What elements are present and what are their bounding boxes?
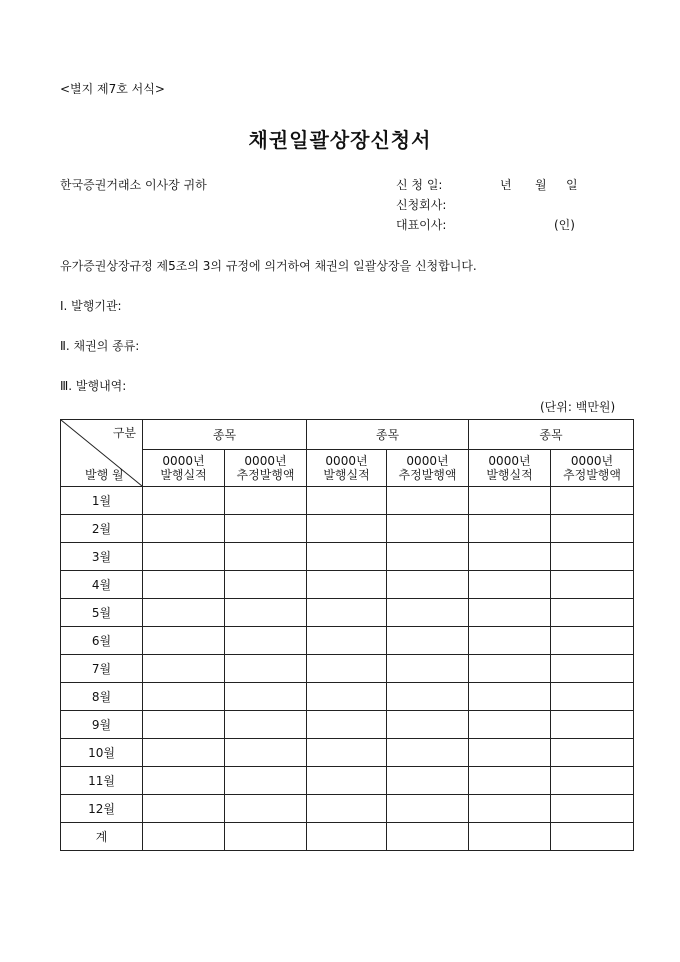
entry-cell[interactable] (387, 767, 469, 795)
row-month-label: 10월 (61, 739, 143, 767)
entry-cell[interactable] (387, 543, 469, 571)
table-row (61, 599, 634, 627)
stock-group-header-3: 종목 (469, 420, 634, 450)
section-issuance: Ⅲ. 발행내역: (60, 379, 127, 393)
row-month-label: 8월 (61, 683, 143, 711)
table-corner-header (61, 420, 143, 487)
entry-cell[interactable] (307, 543, 387, 571)
entry-cell[interactable] (143, 543, 225, 571)
entry-cell[interactable] (307, 627, 387, 655)
entry-cell[interactable] (387, 487, 469, 515)
entry-cell[interactable] (307, 683, 387, 711)
entry-cell[interactable] (225, 599, 307, 627)
subheader-actual-1 (143, 450, 225, 487)
entry-cell[interactable] (469, 515, 551, 543)
row-month-label: 계 (61, 823, 143, 851)
subheader-label: 발행실적 (160, 468, 207, 482)
corner-label-category: 구분 (112, 426, 136, 440)
entry-cell[interactable] (387, 823, 469, 851)
stock-group-header-2: 종목 (307, 420, 469, 450)
entry-cell[interactable] (551, 543, 634, 571)
entry-cell[interactable] (469, 599, 551, 627)
entry-cell[interactable] (143, 683, 225, 711)
entry-cell[interactable] (551, 515, 634, 543)
entry-cell[interactable] (387, 739, 469, 767)
row-month-label: 3월 (61, 543, 143, 571)
entry-cell[interactable] (469, 571, 551, 599)
entry-cell[interactable] (387, 627, 469, 655)
document-title: 채권일괄상장신청서 (248, 128, 432, 152)
row-month-label: 7월 (61, 655, 143, 683)
table-row (61, 683, 634, 711)
entry-cell[interactable] (551, 571, 634, 599)
entry-cell[interactable] (225, 767, 307, 795)
table-row (61, 487, 634, 515)
entry-cell[interactable] (307, 711, 387, 739)
entry-cell[interactable] (143, 823, 225, 851)
row-month-label: 4월 (61, 571, 143, 599)
corner-label-month: 발행 월 (85, 468, 124, 482)
date-month-label: 월 (535, 178, 547, 192)
issuance-table (60, 419, 634, 851)
entry-cell[interactable] (387, 683, 469, 711)
entry-cell[interactable] (307, 515, 387, 543)
subheader-year: 0000년 (488, 454, 531, 468)
entry-cell[interactable] (225, 683, 307, 711)
subheader-label: 추정발행액 (236, 468, 295, 482)
subheader-actual-3 (469, 450, 551, 487)
entry-cell[interactable] (307, 655, 387, 683)
addressee: 한국증권거래소 이사장 귀하 (60, 178, 207, 192)
table-row (61, 571, 634, 599)
table-row (61, 515, 634, 543)
subheader-label: 발행실적 (323, 468, 370, 482)
table-row (61, 711, 634, 739)
entry-cell[interactable] (387, 711, 469, 739)
entry-cell[interactable] (551, 795, 634, 823)
table-row (61, 767, 634, 795)
entry-cell[interactable] (307, 823, 387, 851)
entry-cell[interactable] (225, 823, 307, 851)
entry-cell[interactable] (307, 487, 387, 515)
entry-cell[interactable] (225, 543, 307, 571)
entry-cell[interactable] (225, 627, 307, 655)
subheader-year: 0000년 (244, 454, 287, 468)
table-row (61, 739, 634, 767)
entry-cell[interactable] (469, 823, 551, 851)
entry-cell[interactable] (387, 571, 469, 599)
entry-cell[interactable] (143, 571, 225, 599)
entry-cell[interactable] (551, 739, 634, 767)
row-month-label: 5월 (61, 599, 143, 627)
subheader-label: 발행실적 (486, 468, 533, 482)
entry-cell[interactable] (469, 711, 551, 739)
stock-group-header-1: 종목 (143, 420, 307, 450)
entry-cell[interactable] (225, 739, 307, 767)
entry-cell[interactable] (143, 627, 225, 655)
entry-cell[interactable] (551, 487, 634, 515)
section-issuer: Ⅰ. 발행기관: (60, 299, 122, 313)
row-month-label: 2월 (61, 515, 143, 543)
entry-cell[interactable] (225, 571, 307, 599)
subheader-year: 0000년 (570, 454, 614, 468)
entry-cell[interactable] (143, 739, 225, 767)
entry-cell[interactable] (225, 515, 307, 543)
subheader-estimate-2 (387, 450, 469, 487)
entry-cell[interactable] (551, 655, 634, 683)
entry-cell[interactable] (387, 795, 469, 823)
entry-cell[interactable] (387, 655, 469, 683)
entry-cell[interactable] (469, 655, 551, 683)
row-month-label: 1월 (61, 487, 143, 515)
entry-cell[interactable] (225, 711, 307, 739)
entry-cell[interactable] (469, 795, 551, 823)
table-row (61, 795, 634, 823)
table-row (61, 655, 634, 683)
entry-cell[interactable] (551, 599, 634, 627)
application-statement: 유가증권상장규정 제5조의 3의 규정에 의거하여 채권의 일괄상장을 신청합니다. (60, 259, 477, 273)
entry-cell[interactable] (143, 795, 225, 823)
entry-cell[interactable] (143, 655, 225, 683)
representative-label: 대표이사: (396, 218, 447, 232)
table-row (61, 627, 634, 655)
entry-cell[interactable] (469, 683, 551, 711)
entry-cell[interactable] (551, 767, 634, 795)
entry-cell[interactable] (387, 599, 469, 627)
section-bond-type: Ⅱ. 채권의 종류: (60, 339, 140, 353)
seal-mark: (인) (554, 218, 575, 232)
entry-cell[interactable] (469, 543, 551, 571)
subheader-estimate-3 (551, 450, 634, 487)
row-month-label: 9월 (61, 711, 143, 739)
entry-cell[interactable] (551, 683, 634, 711)
subheader-year: 0000년 (406, 454, 449, 468)
entry-cell[interactable] (143, 599, 225, 627)
table-row (61, 823, 634, 851)
entry-cell[interactable] (225, 795, 307, 823)
subheader-year: 0000년 (325, 454, 368, 468)
subheader-actual-2 (307, 450, 387, 487)
entry-cell[interactable] (551, 711, 634, 739)
table-row (61, 543, 634, 571)
entry-cell[interactable] (143, 767, 225, 795)
date-day-label: 일 (566, 178, 578, 192)
entry-cell[interactable] (143, 711, 225, 739)
row-month-label: 11월 (61, 767, 143, 795)
applicant-company-label: 신청회사: (396, 198, 447, 212)
entry-cell[interactable] (551, 627, 634, 655)
entry-cell[interactable] (143, 487, 225, 515)
entry-cell[interactable] (469, 767, 551, 795)
entry-cell[interactable] (225, 487, 307, 515)
entry-cell[interactable] (387, 515, 469, 543)
entry-cell[interactable] (469, 487, 551, 515)
entry-cell[interactable] (307, 599, 387, 627)
subheader-estimate-1 (225, 450, 307, 487)
entry-cell[interactable] (469, 739, 551, 767)
entry-cell[interactable] (225, 655, 307, 683)
unit-label: (단위: 백만원) (540, 400, 616, 414)
entry-cell[interactable] (143, 515, 225, 543)
subheader-label: 추정발행액 (563, 468, 621, 482)
entry-cell[interactable] (469, 627, 551, 655)
subheader-label: 추정발행액 (398, 468, 457, 482)
entry-cell[interactable] (307, 795, 387, 823)
application-date-label: 신 청 일: (396, 178, 443, 192)
form-number: <별지 제7호 서식> (60, 82, 165, 96)
entry-cell[interactable] (307, 739, 387, 767)
entry-cell[interactable] (307, 767, 387, 795)
subheader-year: 0000년 (162, 454, 205, 468)
entry-cell[interactable] (551, 823, 634, 851)
entry-cell[interactable] (307, 571, 387, 599)
row-month-label: 12월 (61, 795, 143, 823)
date-year-label: 년 (500, 178, 512, 192)
row-month-label: 6월 (61, 627, 143, 655)
